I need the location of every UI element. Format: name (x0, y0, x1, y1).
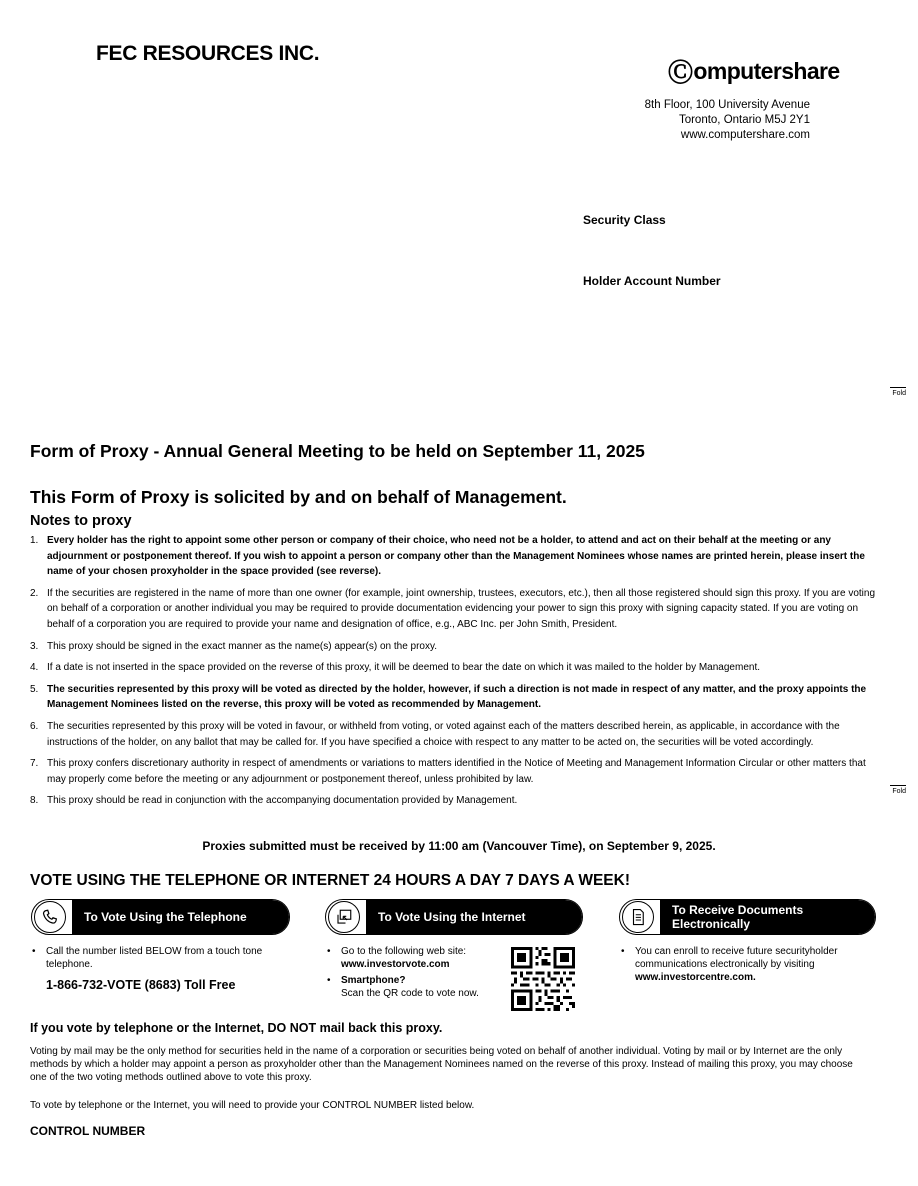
form-subtitle: This Form of Proxy is solicited by and on behalf of Management. (30, 487, 567, 507)
note-number: 3. (30, 640, 39, 652)
fold-mark (890, 387, 906, 397)
address-website: www.computershare.com (680, 129, 810, 141)
note-number: 1. (30, 535, 39, 546)
note-item (30, 660, 880, 676)
voting-by-mail-paragraph: Voting by mail may be the only method for securities held in the name of a corporation or securities being voted on behalf of another individual. Voting by mail or by Internet are the only methods by which a holder may appoint a person as proxyholder other than the Management Nominees named on the reverse of this proxy. Instead of mailing this proxy, you may choose one of the two voting methods outlined above to vote this proxy. (30, 1046, 853, 1083)
control-number-label: CONTROL NUMBER (30, 1124, 146, 1138)
internet-instructions: Go to the following web site: (341, 946, 467, 957)
note-item (30, 719, 880, 750)
address-line-1: 8th Floor, 100 University Avenue (644, 99, 810, 111)
note-number: 8. (30, 795, 39, 807)
electronic-delivery-label: To Receive Documents Electronically (660, 900, 875, 934)
internet-vote-label: To Vote Using the Internet (366, 900, 582, 934)
note-item (30, 756, 880, 787)
bullet-dot: • (327, 946, 331, 957)
qr-instructions: Scan the QR code to vote now. (341, 988, 479, 999)
fold-mark (890, 785, 906, 795)
note-text: The securities represented by this proxy will be voted as directed by the holder, however, if such a direction is not made in respect of any matter, and the proxy appoints the Management Nominees listed on the reverse, this proxy will be voted as recommended by Management. (47, 683, 867, 711)
holder-account-number-label: Holder Account Number (583, 274, 721, 288)
note-text: If a date is not inserted in the space provided on the reverse of this proxy, it will be deemed to bear the date on which it was mailed to the holder by Management. (47, 662, 760, 674)
note-number: 5. (30, 683, 39, 695)
fold-label: Fold (892, 390, 906, 397)
internet-vote-banner (325, 899, 583, 935)
fold-line (890, 785, 906, 786)
note-number: 4. (30, 662, 39, 674)
vote-heading: VOTE USING THE TELEPHONE OR INTERNET 24 HOURS A DAY 7 DAYS A WEEK! (30, 872, 631, 889)
telephone-icon (34, 901, 66, 933)
note-text: If the securities are registered in the name of more than one owner (for example, joint ownership, trustees, executors, etc.), then all those registered should sign this proxy. If you are voting on behalf of a corporation or another individual you may be required to provide documentation evidencing your power to sign this proxy with signing capacity stated. If you are voting on behalf of a corporation you are required to provide your name and designation of office, e.g., ABC Inc. per John Smith, President. (47, 587, 876, 630)
internet-bullet-smartphone (327, 974, 507, 1000)
note-item (30, 793, 880, 809)
electronic-instructions: You can enroll to receive future securityholder communications electronically by visiting (635, 946, 838, 970)
bullet-dot: • (621, 946, 625, 957)
logo-text: omputershare (693, 57, 840, 84)
note-text: This proxy confers discretionary authority in respect of amendments or variations to matters identified in the Notice of Meeting and Management Information Circular or other matters that may properly come before the meeting or any adjournment or postponement thereof, unless prohibited by law. (47, 758, 866, 785)
address-line-2: Toronto, Ontario M5J 2Y1 (678, 114, 810, 126)
note-number: 2. (30, 587, 39, 599)
fold-line (890, 387, 906, 388)
document-icon (622, 901, 654, 933)
fold-label: Fold (892, 788, 906, 795)
investorvote-link[interactable]: www.investorvote.com (341, 959, 450, 970)
bullet-dot: • (32, 946, 36, 957)
telephone-bullet (32, 945, 282, 971)
telephone-instructions: Call the number listed BELOW from a touch tone telephone. (46, 946, 263, 970)
internet-icon (328, 901, 360, 933)
address-block (645, 98, 810, 143)
computershare-logo (668, 53, 840, 89)
logo-c-mark: Ⓒ (668, 59, 693, 87)
note-item (30, 639, 880, 655)
note-text: This proxy should be read in conjunction with the accompanying documentation provided by Management. (47, 795, 518, 807)
telephone-vote-banner (31, 899, 290, 935)
smartphone-heading: Smartphone? (341, 975, 406, 986)
notes-list (30, 533, 880, 815)
note-item (30, 586, 880, 633)
note-text: This proxy should be signed in the exact manner as the name(s) appear(s) on the proxy. (47, 640, 438, 652)
proxy-deadline: Proxies submitted must be received by 11:00 am (Vancouver Time), on September 9, 2025. (202, 839, 716, 853)
note-text: The securities represented by this proxy will be voted in favour, or withheld from voting, or voted against each of the matters described herein, as applicable, in accordance with the instructions of the holder, on any ballot that may be called for. If you have specified a choice with respect to any matter to be acted on, the securities will be voted accordingly. (47, 720, 840, 748)
electronic-bullet (621, 945, 861, 984)
control-number-instructions: To vote by telephone or the Internet, you will need to provide your CONTROL NUMBER listed below. (30, 1100, 475, 1111)
company-name: FEC RESOURCES INC. (96, 42, 320, 65)
note-number: 6. (30, 720, 39, 732)
form-title: Form of Proxy - Annual General Meeting to be held on September 11, 2025 (30, 441, 645, 461)
do-not-mail-warning: If you vote by telephone or the Internet, DO NOT mail back this proxy. (30, 1021, 443, 1035)
security-class-label: Security Class (583, 213, 666, 227)
note-item (30, 533, 880, 580)
bullet-dot: • (327, 975, 331, 986)
qr-code (511, 947, 575, 1011)
note-item (30, 682, 880, 713)
note-number: 7. (30, 758, 39, 770)
electronic-delivery-banner (619, 899, 876, 935)
phone-number: 1-866-732-VOTE (8683) Toll Free (46, 978, 236, 992)
notes-heading: Notes to proxy (30, 513, 132, 529)
note-text: Every holder has the right to appoint some other person or company of their choice, who need not be a holder, to attend and act on their behalf at the meeting or any adjournment or postponement thereof. If you wish to appoint a person or company other than the Management Nominees whose names are printed herein, please insert the name of your chosen proxyholder in the space provided (see reverse). (47, 535, 865, 578)
telephone-vote-label: To Vote Using the Telephone (72, 900, 289, 934)
investorcentre-link[interactable]: www.investorcentre.com. (635, 972, 756, 983)
internet-bullet-website (327, 945, 507, 971)
